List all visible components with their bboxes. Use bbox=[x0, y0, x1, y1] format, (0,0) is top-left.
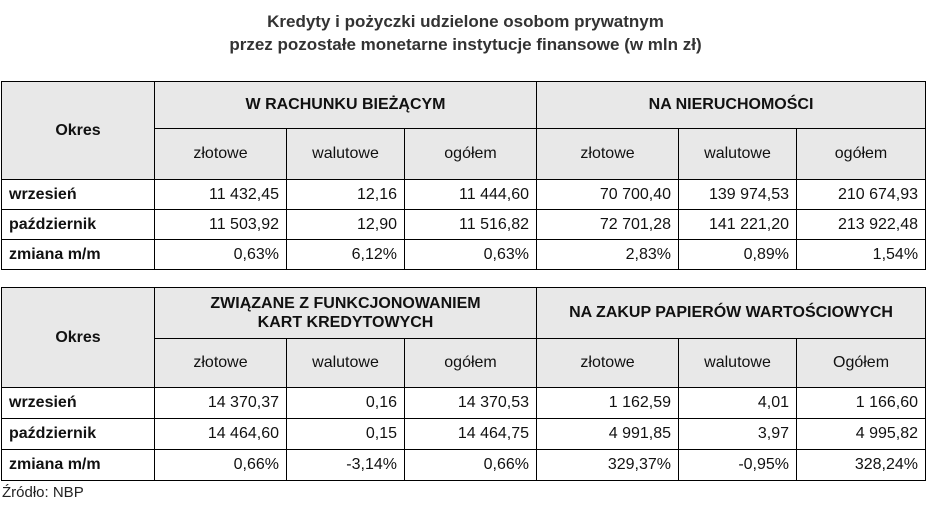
subheader-cell: Ogółem bbox=[797, 339, 926, 388]
subheader-cell: ogółem bbox=[405, 129, 537, 180]
subheader-cell: złotowe bbox=[155, 339, 287, 388]
value-cell: 14 464,75 bbox=[405, 419, 537, 450]
value-cell: 3,97 bbox=[679, 419, 797, 450]
value-cell: 6,12% bbox=[287, 240, 405, 270]
group-header-credit-cards bbox=[155, 288, 537, 339]
value-cell: 4,01 bbox=[679, 388, 797, 419]
value-cell: 213 922,48 bbox=[797, 210, 926, 240]
subheader-cell: złotowe bbox=[155, 129, 287, 180]
value-cell: 0,16 bbox=[287, 388, 405, 419]
table-row bbox=[2, 210, 926, 240]
value-cell: 328,24% bbox=[797, 450, 926, 481]
subheader-cell: złotowe bbox=[537, 339, 679, 388]
group-header-line-2: KART KREDYTOWYCH bbox=[257, 314, 434, 331]
title-line-1: Kredyty i pożyczki udzielone osobom prywatnym bbox=[267, 12, 664, 31]
value-cell: 14 370,53 bbox=[405, 388, 537, 419]
value-cell: 14 464,60 bbox=[155, 419, 287, 450]
table-row bbox=[2, 240, 926, 270]
value-cell: 0,89% bbox=[679, 240, 797, 270]
value-cell: 12,16 bbox=[287, 180, 405, 210]
group-header-line-1: ZWIĄZANE Z FUNKCJONOWANIEM bbox=[210, 295, 481, 312]
value-cell: 329,37% bbox=[537, 450, 679, 481]
value-cell: 0,63% bbox=[155, 240, 287, 270]
value-cell: 1 162,59 bbox=[537, 388, 679, 419]
value-cell: 1,54% bbox=[797, 240, 926, 270]
value-cell: 72 701,28 bbox=[537, 210, 679, 240]
table-row bbox=[2, 388, 926, 419]
row-label: zmiana m/m bbox=[2, 450, 155, 481]
table-row bbox=[2, 419, 926, 450]
value-cell: 1 166,60 bbox=[797, 388, 926, 419]
okres-header: Okres bbox=[2, 288, 155, 388]
value-cell: 12,90 bbox=[287, 210, 405, 240]
table-group-header-row bbox=[2, 288, 926, 339]
row-label: wrzesień bbox=[2, 180, 155, 210]
row-label: wrzesień bbox=[2, 388, 155, 419]
subheader-cell: walutowe bbox=[679, 339, 797, 388]
value-cell: 11 444,60 bbox=[405, 180, 537, 210]
value-cell: 0,66% bbox=[155, 450, 287, 481]
row-label: październik bbox=[2, 210, 155, 240]
value-cell: 11 432,45 bbox=[155, 180, 287, 210]
subheader-cell: walutowe bbox=[679, 129, 797, 180]
subheader-cell: ogółem bbox=[797, 129, 926, 180]
value-cell: 0,15 bbox=[287, 419, 405, 450]
value-cell: -0,95% bbox=[679, 450, 797, 481]
value-cell: 139 974,53 bbox=[679, 180, 797, 210]
group-header-real-estate: NA NIERUCHOMOŚCI bbox=[537, 82, 926, 129]
group-header-current-account bbox=[155, 82, 537, 129]
group-header-securities: NA ZAKUP PAPIERÓW WARTOŚCIOWYCH bbox=[537, 288, 926, 339]
row-label: październik bbox=[2, 419, 155, 450]
group-header-label: W RACHUNKU BIEŻĄCYM bbox=[245, 96, 446, 113]
source-note: Źródło: NBP bbox=[2, 484, 84, 501]
subheader-cell: walutowe bbox=[287, 339, 405, 388]
value-cell: 0,63% bbox=[405, 240, 537, 270]
okres-header: Okres bbox=[2, 82, 155, 180]
subheader-cell: złotowe bbox=[537, 129, 679, 180]
credit-table-2 bbox=[1, 287, 926, 481]
page-title bbox=[0, 10, 931, 56]
value-cell: 14 370,37 bbox=[155, 388, 287, 419]
value-cell: 0,66% bbox=[405, 450, 537, 481]
value-cell: 70 700,40 bbox=[537, 180, 679, 210]
value-cell: 4 991,85 bbox=[537, 419, 679, 450]
value-cell: 11 503,92 bbox=[155, 210, 287, 240]
value-cell: 4 995,82 bbox=[797, 419, 926, 450]
table-row bbox=[2, 180, 926, 210]
subheader-cell: walutowe bbox=[287, 129, 405, 180]
value-cell: 2,83% bbox=[537, 240, 679, 270]
row-label: zmiana m/m bbox=[2, 240, 155, 270]
value-cell: -3,14% bbox=[287, 450, 405, 481]
table-row bbox=[2, 450, 926, 481]
value-cell: 141 221,20 bbox=[679, 210, 797, 240]
title-line-2: przez pozostałe monetarne instytucje finansowe (w mln zł) bbox=[229, 35, 702, 54]
value-cell: 210 674,93 bbox=[797, 180, 926, 210]
credit-table-1 bbox=[1, 81, 926, 270]
table-group-header-row bbox=[2, 82, 926, 129]
value-cell: 11 516,82 bbox=[405, 210, 537, 240]
subheader-cell: ogółem bbox=[405, 339, 537, 388]
